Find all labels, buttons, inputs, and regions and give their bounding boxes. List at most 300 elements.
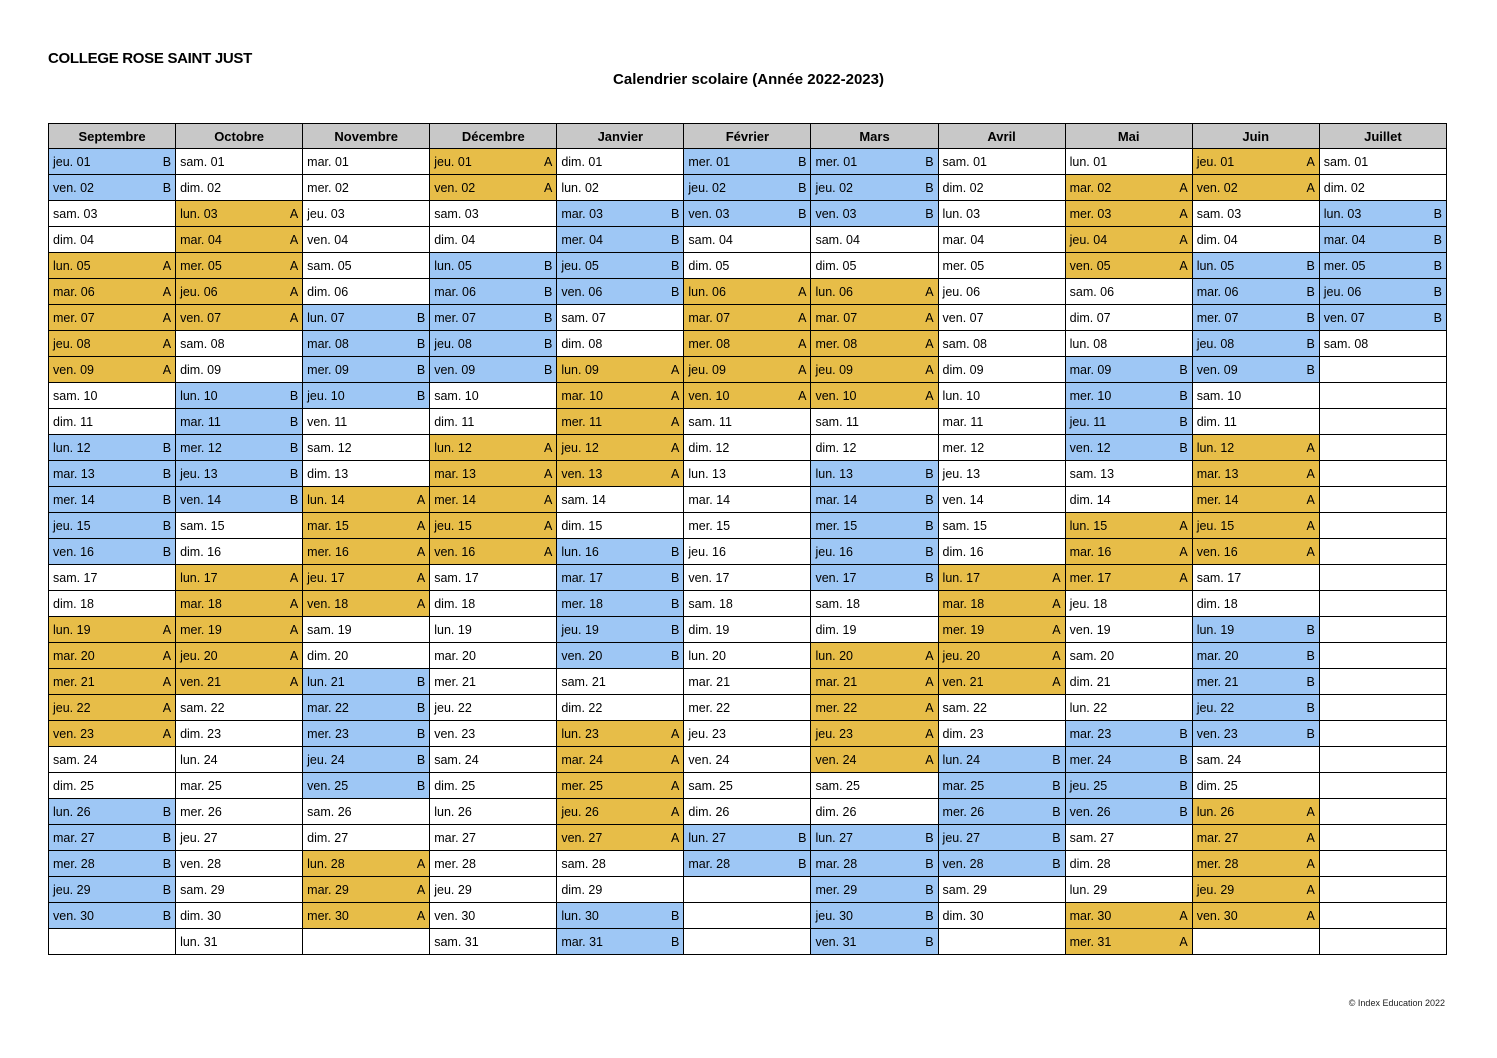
day-label: lun. 19: [53, 622, 91, 637]
day-label: lun. 12: [1196, 440, 1235, 455]
day-cell: [938, 357, 1065, 383]
calendar-row: [49, 721, 1447, 747]
day-label: sam. 08: [180, 336, 225, 351]
day-label: jeu. 05: [561, 258, 599, 273]
week-letter: B: [1306, 700, 1315, 715]
day-cell: [1065, 825, 1192, 851]
day-label: sam. 04: [688, 232, 733, 247]
day-cell: [303, 643, 430, 669]
calendar-row: [49, 305, 1447, 331]
week-letter: B: [1179, 388, 1188, 403]
day-cell: [176, 383, 303, 409]
day-cell: [49, 175, 176, 201]
week-letter: A: [162, 310, 172, 325]
day-cell: [1319, 721, 1446, 747]
day-cell: [1192, 565, 1319, 591]
day-label: mer. 09: [307, 362, 349, 377]
day-cell: [176, 539, 303, 565]
day-label: mer. 07: [434, 310, 476, 325]
day-cell: [684, 617, 811, 643]
day-cell: [1065, 435, 1192, 461]
day-cell: [49, 591, 176, 617]
day-cell: [684, 851, 811, 877]
week-letter: A: [162, 362, 172, 377]
day-cell: [557, 409, 684, 435]
day-label: lun. 26: [53, 804, 91, 819]
day-label: jeu. 13: [180, 466, 218, 481]
day-label: mer. 30: [307, 908, 349, 923]
day-label: mer. 21: [53, 674, 95, 689]
day-cell: [684, 435, 811, 461]
day-label: sam. 22: [180, 700, 225, 715]
day-label: sam. 17: [434, 570, 479, 585]
calendar-header-row: [49, 124, 1447, 149]
day-label: dim. 04: [434, 232, 476, 247]
day-label: mar. 27: [1196, 830, 1239, 845]
day-label: ven. 03: [815, 206, 857, 221]
day-cell: [303, 591, 430, 617]
day-label: dim. 07: [1069, 310, 1111, 325]
day-label: sam. 17: [1196, 570, 1242, 585]
week-letter: A: [1179, 258, 1188, 273]
day-cell: [176, 747, 303, 773]
day-cell: [557, 721, 684, 747]
day-label: sam. 24: [434, 752, 479, 767]
week-letter: B: [671, 648, 680, 663]
day-label: jeu. 22: [1196, 700, 1235, 715]
week-letter: B: [1052, 804, 1061, 819]
day-label: ven. 11: [307, 414, 348, 429]
day-cell: [1319, 487, 1446, 513]
week-letter: A: [1306, 830, 1315, 845]
day-label: jeu. 29: [1196, 882, 1235, 897]
week-letter: B: [1433, 206, 1442, 221]
week-letter: B: [1306, 622, 1315, 637]
day-cell: [430, 747, 557, 773]
day-label: lun. 09: [561, 362, 599, 377]
day-cell: [1192, 435, 1319, 461]
day-label: dim. 21: [1069, 674, 1111, 689]
day-cell: [1192, 851, 1319, 877]
week-letter: A: [671, 362, 680, 377]
day-cell: [1065, 175, 1192, 201]
day-label: ven. 07: [1323, 310, 1365, 325]
day-label: mar. 28: [688, 856, 731, 871]
day-cell: [684, 227, 811, 253]
week-letter: A: [1306, 466, 1315, 481]
day-cell: [303, 721, 430, 747]
week-letter: B: [671, 232, 680, 247]
week-letter: A: [671, 388, 680, 403]
day-label: dim. 30: [180, 908, 222, 923]
day-cell: [938, 695, 1065, 721]
calendar-row: [49, 513, 1447, 539]
day-label: lun. 02: [561, 180, 599, 195]
day-label: dim. 12: [815, 440, 857, 455]
day-cell: [811, 331, 938, 357]
week-letter: A: [162, 258, 172, 273]
day-cell: [430, 695, 557, 721]
week-letter: A: [289, 570, 299, 585]
day-cell: [557, 539, 684, 565]
week-letter: A: [1052, 674, 1061, 689]
day-cell: [49, 643, 176, 669]
day-cell: [430, 617, 557, 643]
day-cell: [176, 591, 303, 617]
day-cell: [1192, 929, 1319, 955]
day-label: dim. 25: [1196, 778, 1238, 793]
day-cell: [1319, 929, 1446, 955]
day-cell: [684, 591, 811, 617]
day-label: lun. 24: [180, 752, 218, 767]
day-label: jeu. 09: [688, 362, 726, 377]
day-cell: [938, 227, 1065, 253]
day-cell: [303, 227, 430, 253]
day-cell: [303, 825, 430, 851]
day-label: ven. 16: [53, 544, 95, 559]
week-letter: B: [1433, 310, 1442, 325]
day-cell: [49, 929, 176, 955]
day-label: mar. 09: [1069, 362, 1112, 377]
week-letter: A: [925, 336, 934, 351]
week-letter: A: [1306, 856, 1315, 871]
calendar-table: [48, 123, 1447, 955]
day-cell: [1192, 149, 1319, 175]
day-cell: [557, 695, 684, 721]
day-label: dim. 27: [307, 830, 349, 845]
day-label: jeu. 23: [815, 726, 853, 741]
day-label: mer. 03: [1069, 206, 1112, 221]
day-label: lun. 07: [307, 310, 345, 325]
day-cell: [1319, 357, 1446, 383]
day-cell: [430, 487, 557, 513]
calendar-row: [49, 461, 1447, 487]
day-label: dim. 30: [942, 908, 984, 923]
day-cell: [684, 409, 811, 435]
week-letter: A: [1306, 492, 1315, 507]
day-label: mer. 28: [434, 856, 476, 871]
week-letter: A: [925, 648, 934, 663]
day-label: dim. 25: [53, 778, 94, 793]
day-cell: [1319, 695, 1446, 721]
week-letter: A: [543, 466, 553, 481]
day-cell: [1319, 617, 1446, 643]
day-label: jeu. 13: [942, 466, 981, 481]
day-cell: [1065, 149, 1192, 175]
day-cell: [684, 877, 811, 903]
day-label: lun. 26: [434, 804, 472, 819]
day-cell: [811, 669, 938, 695]
calendar-row: [49, 799, 1447, 825]
day-cell: [303, 539, 430, 565]
day-cell: [938, 331, 1065, 357]
day-label: lun. 06: [688, 284, 726, 299]
day-cell: [811, 695, 938, 721]
day-label: ven. 30: [1196, 908, 1238, 923]
day-cell: [1192, 877, 1319, 903]
day-label: jeu. 02: [815, 180, 853, 195]
day-label: lun. 05: [434, 258, 472, 273]
day-label: lun. 10: [180, 388, 218, 403]
day-cell: [176, 513, 303, 539]
day-label: mer. 14: [1196, 492, 1239, 507]
day-label: jeu. 02: [688, 180, 726, 195]
day-label: dim. 23: [180, 726, 222, 741]
day-cell: [811, 773, 938, 799]
day-cell: [176, 669, 303, 695]
day-label: dim. 26: [688, 804, 730, 819]
week-letter: A: [671, 414, 680, 429]
day-cell: [430, 227, 557, 253]
day-label: dim. 02: [942, 180, 984, 195]
day-label: jeu. 08: [1196, 336, 1235, 351]
week-letter: A: [289, 206, 299, 221]
week-letter: A: [162, 648, 172, 663]
day-label: sam. 08: [1323, 336, 1369, 351]
day-label: mer. 05: [942, 258, 985, 273]
day-label: mar. 22: [307, 700, 349, 715]
day-label: dim. 05: [688, 258, 730, 273]
week-letter: A: [925, 284, 934, 299]
week-letter: A: [925, 310, 934, 325]
day-label: sam. 07: [561, 310, 606, 325]
week-letter: A: [1306, 518, 1315, 533]
day-label: sam. 01: [180, 154, 225, 169]
copyright-text: © Index Education 2022: [1348, 998, 1445, 1008]
week-letter: B: [416, 726, 426, 741]
day-cell: [684, 305, 811, 331]
week-letter: A: [289, 622, 299, 637]
day-cell: [49, 799, 176, 825]
day-label: lun. 14: [307, 492, 345, 507]
day-label: mar. 10: [561, 388, 603, 403]
day-cell: [303, 201, 430, 227]
day-cell: [49, 331, 176, 357]
day-cell: [811, 435, 938, 461]
day-label: mar. 06: [1196, 284, 1239, 299]
day-cell: [557, 773, 684, 799]
day-label: lun. 17: [180, 570, 218, 585]
week-letter: A: [1179, 544, 1188, 559]
week-letter: B: [416, 778, 426, 793]
day-cell: [430, 435, 557, 461]
day-cell: [557, 747, 684, 773]
day-cell: [176, 227, 303, 253]
day-cell: [1319, 201, 1446, 227]
week-letter: A: [671, 804, 680, 819]
day-label: mar. 28: [815, 856, 858, 871]
day-cell: [811, 539, 938, 565]
day-cell: [684, 747, 811, 773]
day-cell: [938, 539, 1065, 565]
calendar-row: [49, 201, 1447, 227]
week-letter: A: [416, 882, 426, 897]
day-cell: [430, 721, 557, 747]
day-cell: [811, 799, 938, 825]
day-cell: [176, 799, 303, 825]
day-label: mer. 14: [434, 492, 476, 507]
day-cell: [684, 643, 811, 669]
day-cell: [938, 929, 1065, 955]
day-cell: [1319, 253, 1446, 279]
day-cell: [49, 721, 176, 747]
day-cell: [176, 565, 303, 591]
week-letter: A: [1306, 180, 1315, 195]
day-cell: [1065, 669, 1192, 695]
day-cell: [938, 383, 1065, 409]
day-cell: [1192, 773, 1319, 799]
day-cell: [1192, 825, 1319, 851]
day-cell: [684, 487, 811, 513]
day-cell: [811, 851, 938, 877]
week-letter: B: [543, 362, 553, 377]
day-cell: [811, 461, 938, 487]
day-cell: [49, 279, 176, 305]
day-cell: [557, 903, 684, 929]
day-cell: [49, 357, 176, 383]
day-cell: [430, 461, 557, 487]
day-cell: [1065, 461, 1192, 487]
day-cell: [811, 565, 938, 591]
day-label: jeu. 30: [815, 908, 853, 923]
day-label: mer. 19: [180, 622, 222, 637]
week-letter: B: [925, 544, 934, 559]
day-label: mar. 18: [180, 596, 222, 611]
day-label: ven. 23: [434, 726, 476, 741]
week-letter: B: [543, 336, 553, 351]
day-label: dim. 19: [688, 622, 730, 637]
day-label: sam. 11: [815, 414, 860, 429]
week-letter: B: [162, 440, 172, 455]
day-cell: [1319, 643, 1446, 669]
week-letter: B: [1306, 674, 1315, 689]
week-letter: B: [162, 856, 172, 871]
week-letter: A: [1306, 804, 1315, 819]
day-label: sam. 20: [1069, 648, 1115, 663]
day-cell: [1065, 487, 1192, 513]
day-cell: [49, 149, 176, 175]
day-cell: [176, 253, 303, 279]
day-cell: [303, 799, 430, 825]
day-label: dim. 06: [307, 284, 349, 299]
day-label: mer. 04: [561, 232, 603, 247]
calendar-row: [49, 279, 1447, 305]
month-header: Mai: [1065, 124, 1192, 149]
calendar-row: [49, 877, 1447, 903]
day-cell: [49, 539, 176, 565]
week-letter: B: [671, 544, 680, 559]
day-cell: [1192, 279, 1319, 305]
calendar-row: [49, 825, 1447, 851]
day-label: dim. 05: [815, 258, 857, 273]
day-label: mar. 31: [561, 934, 603, 949]
day-label: jeu. 01: [434, 154, 472, 169]
day-label: lun. 01: [1069, 154, 1108, 169]
day-label: ven. 02: [1196, 180, 1238, 195]
day-label: mer. 23: [307, 726, 349, 741]
calendar-row: [49, 591, 1447, 617]
day-cell: [557, 669, 684, 695]
day-label: sam. 19: [307, 622, 352, 637]
day-cell: [811, 591, 938, 617]
day-cell: [938, 591, 1065, 617]
day-label: jeu. 06: [942, 284, 981, 299]
day-cell: [1192, 513, 1319, 539]
day-label: ven. 12: [1069, 440, 1111, 455]
day-label: sam. 05: [307, 258, 352, 273]
day-cell: [1192, 461, 1319, 487]
week-letter: B: [671, 258, 680, 273]
day-label: mar. 21: [815, 674, 858, 689]
day-cell: [430, 149, 557, 175]
week-letter: A: [925, 674, 934, 689]
day-label: ven. 23: [53, 726, 95, 741]
day-cell: [938, 903, 1065, 929]
week-letter: A: [416, 492, 426, 507]
week-letter: B: [1179, 414, 1188, 429]
day-label: mar. 25: [180, 778, 222, 793]
day-label: sam. 21: [561, 674, 606, 689]
day-cell: [938, 279, 1065, 305]
week-letter: B: [1052, 856, 1061, 871]
day-cell: [1065, 929, 1192, 955]
day-cell: [49, 695, 176, 721]
day-label: dim. 18: [1196, 596, 1238, 611]
day-cell: [49, 877, 176, 903]
day-cell: [938, 305, 1065, 331]
day-cell: [1065, 903, 1192, 929]
day-cell: [303, 617, 430, 643]
day-label: dim. 09: [942, 362, 984, 377]
week-letter: A: [1179, 934, 1188, 949]
day-label: jeu. 16: [688, 544, 726, 559]
day-cell: [1192, 253, 1319, 279]
day-cell: [1319, 747, 1446, 773]
week-letter: A: [798, 284, 807, 299]
day-cell: [557, 357, 684, 383]
day-label: jeu. 01: [1196, 154, 1235, 169]
week-letter: A: [925, 752, 934, 767]
day-label: ven. 14: [942, 492, 984, 507]
day-cell: [430, 903, 557, 929]
day-label: ven. 16: [1196, 544, 1238, 559]
day-label: lun. 19: [1196, 622, 1235, 637]
day-cell: [684, 175, 811, 201]
day-label: ven. 25: [307, 778, 349, 793]
week-letter: A: [289, 674, 299, 689]
day-label: jeu. 06: [180, 284, 218, 299]
day-label: ven. 09: [53, 362, 95, 377]
day-label: mer. 26: [180, 804, 222, 819]
day-label: dim. 02: [180, 180, 222, 195]
day-cell: [811, 357, 938, 383]
day-cell: [938, 643, 1065, 669]
day-label: mer. 15: [815, 518, 858, 533]
week-letter: A: [925, 362, 934, 377]
day-label: sam. 10: [434, 388, 479, 403]
day-cell: [176, 721, 303, 747]
day-cell: [938, 253, 1065, 279]
day-label: sam. 01: [942, 154, 988, 169]
day-cell: [938, 617, 1065, 643]
week-letter: B: [289, 466, 299, 481]
day-label: mer. 01: [815, 154, 858, 169]
day-cell: [1192, 721, 1319, 747]
week-letter: A: [798, 336, 807, 351]
week-letter: B: [925, 856, 934, 871]
day-label: ven. 30: [434, 908, 476, 923]
day-cell: [303, 513, 430, 539]
